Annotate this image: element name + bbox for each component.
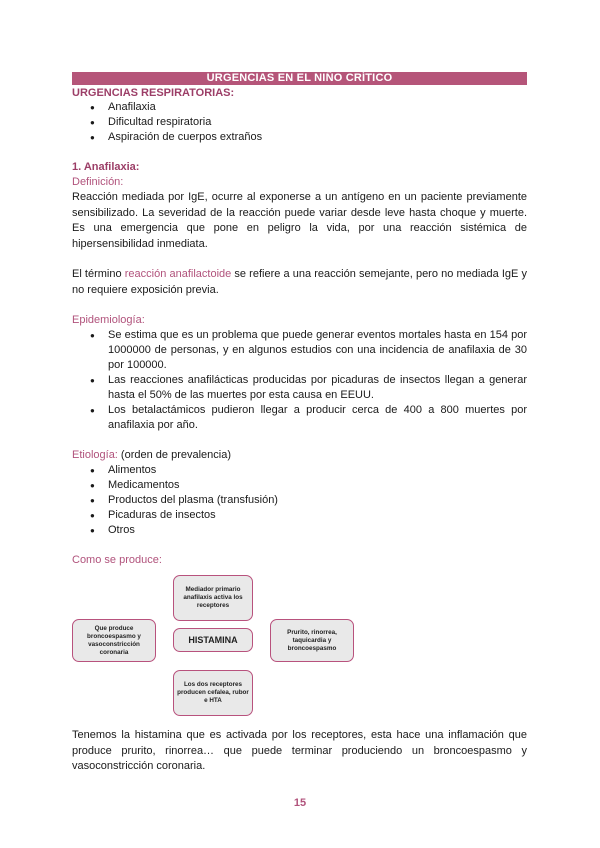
diagram-box-right: Prurito, rinorrea, taquicardia y broncoespasmo [270,619,354,662]
document-page [72,72,527,775]
list-item: ● Los betalactámicos pudieron llegar a producir cerca de 400 a 800 muertes por anafilaxia por año. [108,403,527,433]
list-item: ● Medicamentos [108,478,527,493]
section-list [72,100,527,145]
anafilactoide-term: reacción anafilactoide [124,268,232,280]
diagram-box-center: HISTAMINA [173,628,253,652]
diagram-box-top: Mediador primario anafilaxis activa los receptores [173,575,253,621]
etiologia-note: (orden de prevalencia) [117,449,231,461]
list-item: ● Dificultad respiratoria [108,115,527,130]
conclusion-text: Tenemos la histamina que es activada por los receptores, esta hace una inflamación que produce prurito, rinorrea… que puede terminar produciendo un broncoespasmo y vasoconstricción coronaria. [72,729,527,772]
list-item: ● Anafilaxia [108,100,527,115]
definicion-label: Definición: [72,176,124,188]
epidemiologia-list [72,328,527,433]
list-item: ● Picaduras de insectos [108,508,527,523]
anafilactoide-post: se refiere a una reacción semejante, pero no mediada IgE y no requiere exposición previa. [72,268,528,296]
epidemiologia-label: Epidemiología: [72,314,145,326]
histamina-diagram [72,572,527,728]
etiologia-line [72,448,527,463]
page-number: 15 [293,797,307,809]
list-item: ● Se estima que es un problema que puede generar eventos mortales hasta en 154 por 1000000 de personas, y en algunos estudios con una incidencia de anafilaxia de 30 por 100000. [108,328,527,373]
document-title: URGENCIAS EN EL NIÑO CRÍTICO [72,72,527,85]
list-item: ● Otros [108,523,527,538]
anafilactoide-paragraph [72,267,527,298]
section-heading: URGENCIAS RESPIRATORIAS: [72,87,235,99]
list-item: ● Las reacciones anafilácticas producidas por picaduras de insectos llegan a generar hasta el 50% de las muertes por esta causa en EEUU. [108,373,527,403]
anafilaxia-heading: 1. Anafilaxia: [72,161,140,173]
como-se-produce-label: Como se produce: [72,554,162,566]
diagram-box-left: Que produce broncoespasmo y vasoconstricción coronaria [72,619,156,662]
definicion-text: Reacción mediada por IgE, ocurre al exponerse a un antígeno en un paciente previamente sensibilizado. La severidad de la reacción puede variar desde leve hasta choque y muerte. Es una emergencia que pone en peligro la vida, por una reacción sistémica de hipersensibilidad inmediata. [72,191,527,250]
list-item: ● Aspiración de cuerpos extraños [108,130,527,145]
etiologia-label: Etiología: [72,449,118,461]
etiologia-list [72,463,527,538]
anafilactoide-pre: El término [72,268,125,280]
list-item: ● Alimentos [108,463,527,478]
diagram-box-bottom: Los dos receptores producen cefalea, rubor e HTA [173,670,253,716]
list-item: ● Productos del plasma (transfusión) [108,493,527,508]
